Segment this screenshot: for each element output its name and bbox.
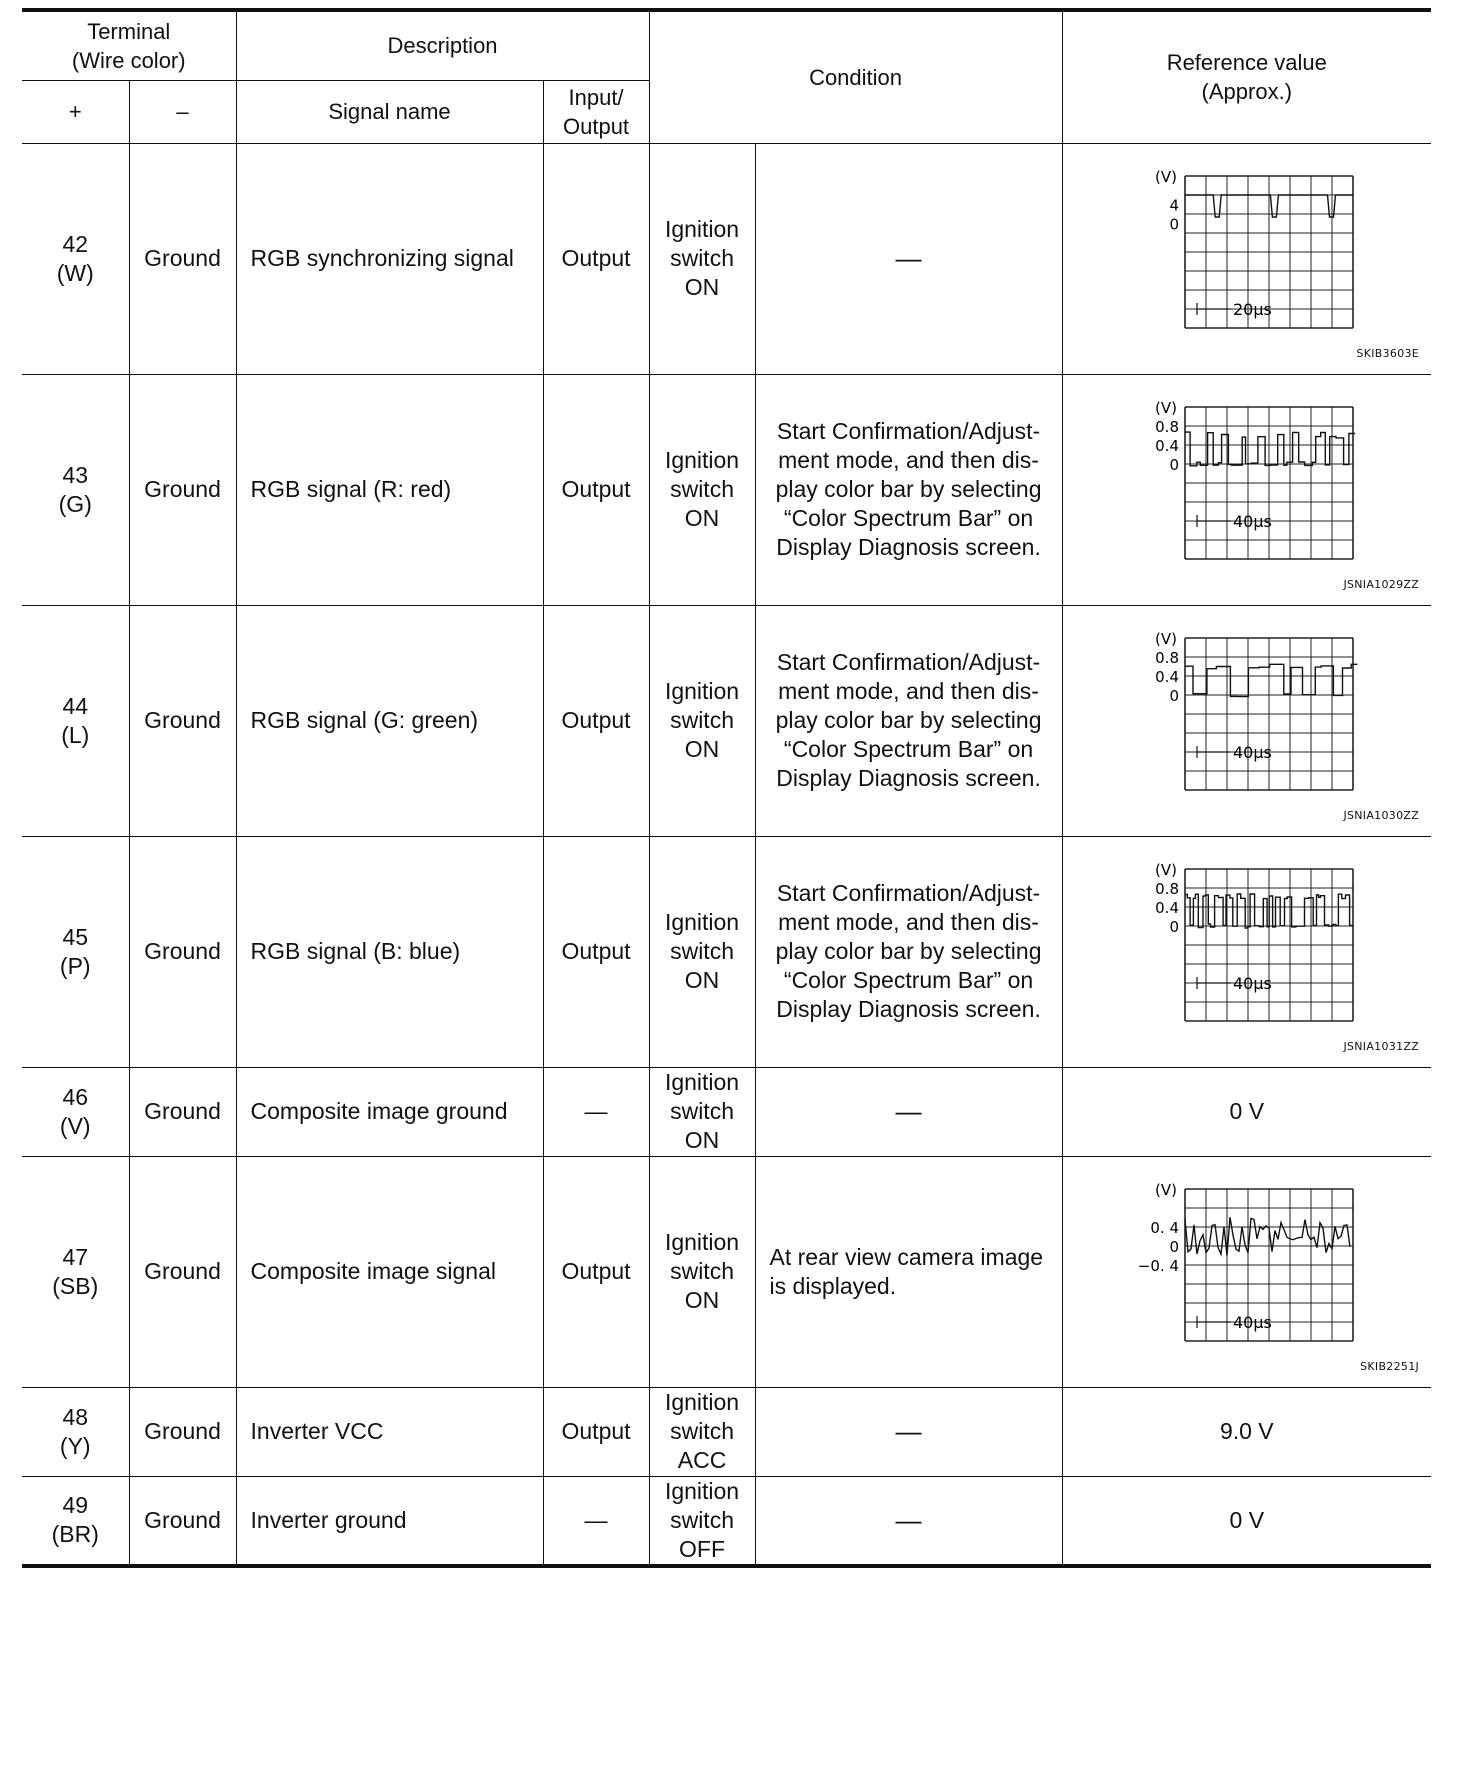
axis-tick-label: 0. 4	[1150, 1218, 1179, 1237]
axis-tick-label: 0	[1169, 686, 1179, 705]
oscilloscope-waveform	[1097, 855, 1397, 1035]
axis-tick-label: 0	[1169, 215, 1179, 233]
terminal-line: (Y)	[59, 1432, 91, 1459]
ignition-cell	[649, 374, 755, 605]
reference-cell: 0 V	[1062, 1067, 1431, 1156]
axis-unit-label: (V)	[1154, 398, 1177, 417]
condition-line: play color bar by selecting	[775, 707, 1042, 733]
time-base-label: 40µs	[1232, 1312, 1272, 1332]
condition-line: At rear view camera image	[769, 1243, 1044, 1270]
waveform-figure-code: JSNIA1029ZZ	[1343, 577, 1420, 591]
ignition-cell	[649, 605, 755, 836]
header-reference-line2: (Approx.)	[1201, 79, 1293, 105]
header-signal-name: Signal name	[236, 80, 543, 143]
signal-trace	[1185, 894, 1353, 928]
ignition-line: Ignition	[664, 1229, 740, 1255]
terminal-cell	[22, 1067, 129, 1156]
time-base-label: 20µs	[1232, 299, 1272, 319]
oscilloscope-waveform	[1097, 162, 1397, 342]
condition-cell	[755, 1156, 1062, 1387]
terminal-cell	[22, 143, 129, 374]
ground-cell: Ground	[129, 1156, 236, 1387]
io-cell: —	[543, 1067, 649, 1156]
ground-cell: Ground	[129, 836, 236, 1067]
table-row	[22, 1387, 1431, 1476]
io-cell: Output	[543, 1387, 649, 1476]
reference-cell	[1062, 836, 1431, 1067]
axis-tick-label: 0.8	[1154, 417, 1179, 436]
terminal-cell	[22, 836, 129, 1067]
ignition-line: Ignition	[664, 1389, 740, 1415]
condition-line: Display Diagnosis screen.	[776, 996, 1041, 1022]
ignition-cell	[649, 1156, 755, 1387]
io-cell: Output	[543, 374, 649, 605]
condition-cell	[755, 605, 1062, 836]
ignition-line: switch	[670, 1418, 734, 1444]
ground-cell: Ground	[129, 1387, 236, 1476]
reference-cell: 9.0 V	[1062, 1387, 1431, 1476]
signal-trace	[1185, 1217, 1350, 1255]
waveform-figure-code: SKIB2251J	[1360, 1359, 1420, 1373]
condition-line: Display Diagnosis screen.	[776, 534, 1041, 560]
table-row	[22, 1476, 1431, 1566]
axis-unit-label: (V)	[1154, 860, 1177, 879]
ignition-line: Ignition	[664, 1477, 740, 1504]
ignition-cell	[649, 836, 755, 1067]
ignition-line: ON	[684, 505, 720, 531]
terminal-cell	[22, 605, 129, 836]
signal-name-cell: Inverter VCC	[236, 1387, 543, 1476]
header-terminal	[22, 10, 236, 80]
ignition-line: Ignition	[664, 447, 740, 473]
ignition-line: Ignition	[664, 909, 740, 935]
header-condition: Condition	[649, 10, 1062, 143]
ignition-cell	[649, 1067, 755, 1156]
terminal-line: (W)	[56, 259, 94, 286]
reference-cell: 0 V	[1062, 1476, 1431, 1566]
terminal-line: 43	[62, 461, 89, 488]
time-base-label: 40µs	[1232, 511, 1272, 531]
terminal-line: 45	[62, 923, 89, 950]
condition-cell: —	[755, 1387, 1062, 1476]
condition-cell: —	[755, 143, 1062, 374]
ignition-line: switch	[670, 938, 734, 964]
ground-cell: Ground	[129, 143, 236, 374]
waveform-figure-code: JSNIA1030ZZ	[1343, 808, 1420, 822]
ignition-line: switch	[670, 1258, 734, 1284]
terminal-cell	[22, 1156, 129, 1387]
signal-name-cell: RGB signal (B: blue)	[236, 836, 543, 1067]
condition-line: “Color Spectrum Bar” on	[783, 505, 1034, 531]
condition-line: Start Confirmation/Adjust-	[776, 418, 1041, 444]
ignition-line: OFF	[679, 1535, 726, 1562]
signal-name-cell: RGB signal (G: green)	[236, 605, 543, 836]
header-io-line2: Output	[563, 113, 630, 139]
axis-unit-label: (V)	[1154, 629, 1177, 648]
ground-cell: Ground	[129, 1067, 236, 1156]
terminal-line: (G)	[58, 490, 92, 517]
ground-cell: Ground	[129, 605, 236, 836]
axis-unit-label: (V)	[1154, 1180, 1177, 1199]
ignition-line: ON	[684, 736, 720, 762]
ignition-line: Ignition	[664, 1069, 740, 1095]
terminal-cell	[22, 1387, 129, 1476]
reference-cell	[1062, 143, 1431, 374]
terminal-line: (P)	[59, 952, 91, 979]
condition-line: play color bar by selecting	[775, 938, 1042, 964]
signal-name-cell: Composite image signal	[236, 1156, 543, 1387]
ignition-line: Ignition	[664, 678, 740, 704]
terminal-table	[22, 8, 1431, 1568]
axis-tick-label: 0.4	[1154, 436, 1179, 455]
table-row	[22, 1156, 1431, 1387]
terminal-line: 46	[62, 1083, 89, 1110]
header-minus: –	[129, 80, 236, 143]
terminal-line: (SB)	[52, 1272, 99, 1299]
table-row	[22, 143, 1431, 374]
condition-cell	[755, 836, 1062, 1067]
header-reference-line1: Reference value	[1166, 50, 1327, 76]
axis-tick-label: 4	[1169, 196, 1179, 214]
signal-name-cell: Composite image ground	[236, 1067, 543, 1156]
axis-tick-label: 0.8	[1154, 648, 1179, 667]
ground-cell: Ground	[129, 374, 236, 605]
terminal-line: 44	[62, 692, 89, 719]
condition-line: “Color Spectrum Bar” on	[783, 967, 1034, 993]
terminal-line: 48	[62, 1403, 89, 1430]
table-row	[22, 605, 1431, 836]
ignition-line: switch	[670, 476, 734, 502]
axis-tick-label: 0	[1169, 1237, 1179, 1256]
ignition-line: switch	[670, 245, 734, 271]
ignition-line: ON	[684, 967, 720, 993]
header-io-line1: Input/	[568, 84, 624, 110]
reference-cell	[1062, 605, 1431, 836]
condition-line: Display Diagnosis screen.	[776, 765, 1041, 791]
io-cell: Output	[543, 143, 649, 374]
axis-tick-label: −0. 4	[1137, 1256, 1179, 1275]
table-body	[22, 143, 1431, 1566]
table-row	[22, 374, 1431, 605]
ignition-line: switch	[670, 707, 734, 733]
condition-cell	[755, 374, 1062, 605]
ignition-cell	[649, 1476, 755, 1566]
terminal-line: (V)	[59, 1112, 91, 1139]
time-base-label: 40µs	[1232, 973, 1272, 993]
terminal-line: (BR)	[51, 1521, 99, 1547]
ignition-line: switch	[670, 1506, 734, 1533]
axis-tick-label: 0.4	[1154, 667, 1179, 686]
table-row	[22, 836, 1431, 1067]
ignition-cell	[649, 1387, 755, 1476]
condition-line: Start Confirmation/Adjust-	[776, 880, 1041, 906]
io-cell: —	[543, 1476, 649, 1566]
terminal-line: (L)	[61, 721, 90, 748]
ignition-line: ON	[684, 1287, 720, 1313]
condition-cell: —	[755, 1476, 1062, 1566]
condition-cell: —	[755, 1067, 1062, 1156]
reference-cell	[1062, 374, 1431, 605]
header-terminal-line2: (Wire color)	[71, 47, 186, 73]
io-cell: Output	[543, 1156, 649, 1387]
io-cell: Output	[543, 605, 649, 836]
condition-line: Start Confirmation/Adjust-	[776, 649, 1041, 675]
oscilloscope-waveform	[1097, 1175, 1397, 1355]
condition-line: “Color Spectrum Bar” on	[783, 736, 1034, 762]
oscilloscope-waveform	[1097, 393, 1397, 573]
table-row	[22, 1067, 1431, 1156]
signal-trace	[1185, 432, 1355, 466]
reference-cell	[1062, 1156, 1431, 1387]
header-reference	[1062, 10, 1431, 143]
header-io	[543, 80, 649, 143]
condition-line: ment mode, and then dis-	[778, 909, 1039, 935]
ignition-line: Ignition	[664, 216, 740, 242]
condition-line: ment mode, and then dis-	[778, 447, 1039, 473]
oscilloscope-waveform	[1097, 624, 1397, 804]
header-terminal-line1: Terminal	[87, 18, 171, 44]
axis-tick-label: 0	[1169, 917, 1179, 936]
ground-cell: Ground	[129, 1476, 236, 1566]
axis-tick-label: 0	[1169, 455, 1179, 474]
signal-name-cell: RGB synchronizing signal	[236, 143, 543, 374]
terminal-line: 47	[62, 1243, 89, 1270]
axis-tick-label: 0.8	[1154, 879, 1179, 898]
terminal-line: 49	[62, 1492, 89, 1518]
condition-line: ment mode, and then dis-	[778, 678, 1039, 704]
signal-name-cell: Inverter ground	[236, 1476, 543, 1566]
terminal-line: 42	[62, 230, 89, 257]
axis-tick-label: 0.4	[1154, 898, 1179, 917]
ignition-line: switch	[670, 1098, 734, 1124]
io-cell: Output	[543, 836, 649, 1067]
time-base-label: 40µs	[1232, 742, 1272, 762]
waveform-figure-code: JSNIA1031ZZ	[1343, 1039, 1420, 1053]
header-plus: +	[22, 80, 129, 143]
ignition-line: ON	[684, 1127, 720, 1153]
terminal-cell	[22, 374, 129, 605]
waveform-figure-code: SKIB3603E	[1356, 346, 1420, 360]
terminal-cell	[22, 1476, 129, 1566]
ignition-line: ACC	[677, 1447, 727, 1473]
signal-name-cell: RGB signal (R: red)	[236, 374, 543, 605]
condition-line: is displayed.	[769, 1272, 897, 1299]
axis-unit-label: (V)	[1154, 167, 1177, 186]
ignition-line: ON	[684, 274, 720, 300]
condition-line: play color bar by selecting	[775, 476, 1042, 502]
ignition-cell	[649, 143, 755, 374]
header-description: Description	[236, 10, 649, 80]
